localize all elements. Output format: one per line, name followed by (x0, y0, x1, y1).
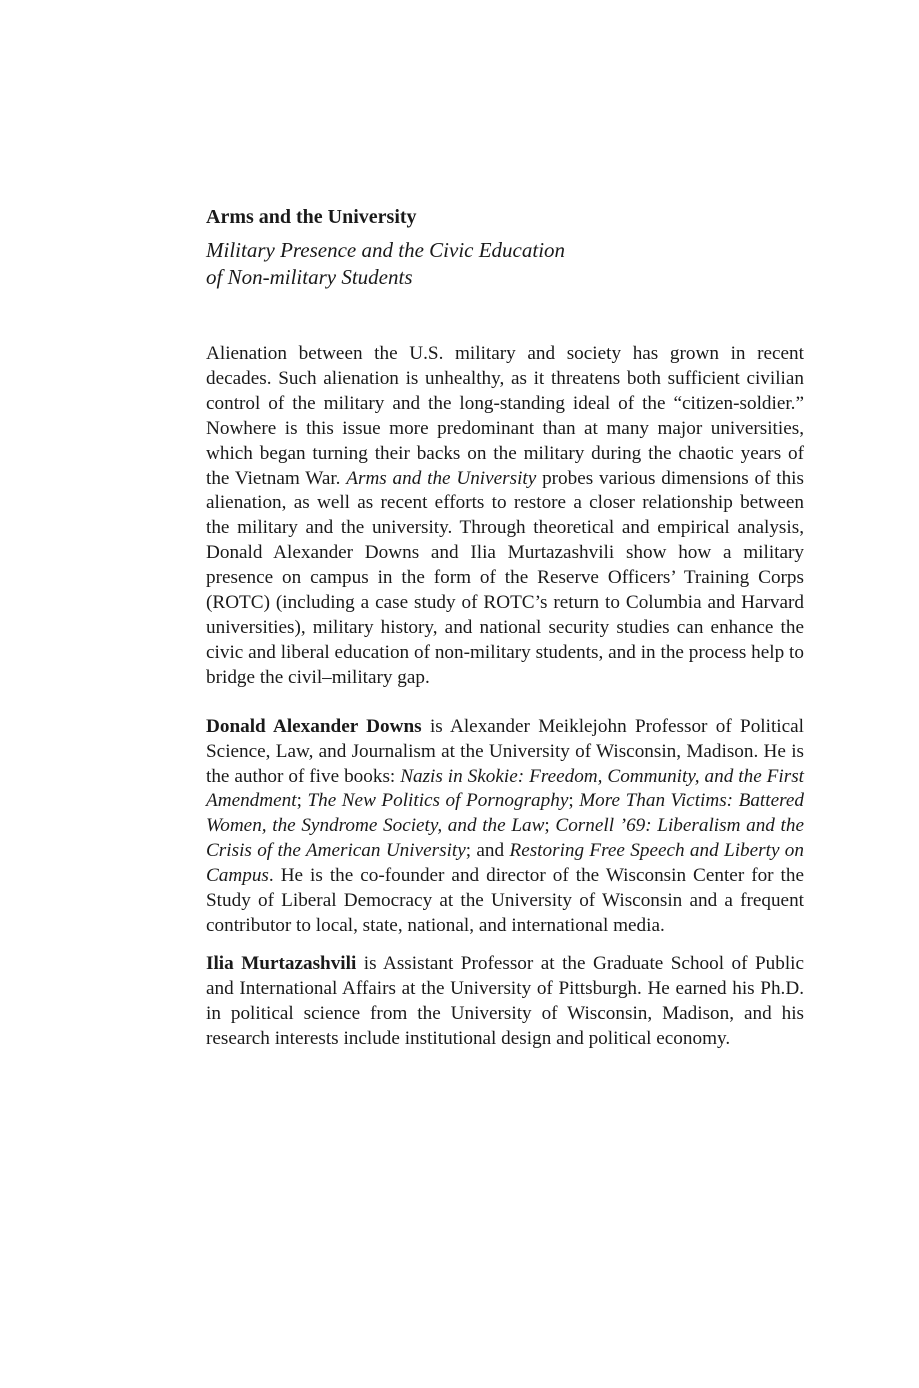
separator-3: ; (544, 815, 556, 837)
book-title-2: The New Politics of Pornography (307, 790, 569, 812)
book-title-1: Nazis in Skokie: Freedom, Community, and the First Amendment (206, 765, 804, 812)
book-title: Arms and the University (206, 206, 417, 228)
subtitle-line-1: Military Presence and the Civic Education (206, 238, 566, 262)
subtitle-line-2: of Non-military Students (206, 265, 413, 289)
book-title-4: Cornell ’69: Liberalism and the Crisis of the American University (206, 815, 804, 862)
description-text-2: probes various dimensions of this alienation, as well as recent efforts to restore a closer relationship between the military and the university. Through theoretical and empirical analysis, Donald Alexander Downs and Ilia Murtazashvili show how a military presence on campus in the form of the Reserve Officers’ Training Corps (ROTC) (including a case study of ROTC’s return to Columbia and Harvard universities), military history, and national security studies can enhance the civic and liberal education of non-military students, and in the process help to bridge the civil–military gap. (206, 467, 804, 688)
page-content (206, 204, 804, 1051)
book-subtitle (206, 237, 626, 291)
book-description (206, 342, 804, 691)
author-bio-murtazashvili (206, 952, 804, 1052)
author-bio-downs (206, 715, 804, 939)
author-name-downs: Donald Alexander Downs (206, 715, 422, 737)
separator-4: ; and (465, 840, 510, 862)
bio-text: is Assistant Professor at the Graduate School of Public and International Affairs at the University of Pittsburgh. He earned his Ph.D. in political science from the University of Wisconsin, Madison, and his research interests include institutional design and political economy. (206, 952, 805, 1049)
book-title-5: Restoring Free Speech and Liberty on Campus (206, 840, 804, 887)
description-book-title: Arms and the University (346, 467, 537, 489)
description-text-1: Alienation between the U.S. military and society has grown in recent decades. Such alienation is unhealthy, as it threatens both sufficient civilian control of the military and the long-standing ideal of the “citizen-soldier.” Nowhere is this issue more predominant than at many major universities, which began turning their backs on the military during the chaotic years of the Vietnam War. (206, 343, 804, 489)
bio-text-1: is Alexander Meiklejohn Professor of Political Science, Law, and Journalism at the University of Wisconsin, Madison. He is the author of five books: (206, 715, 804, 787)
separator-2: ; (568, 790, 580, 812)
author-name-murtazashvili: Ilia Murtazashvili (206, 952, 357, 974)
bio-text-2: . He is the co-founder and director of the Wisconsin Center for the Study of Liberal Democracy at the University of Wisconsin and a frequent contributor to local, state, national, and international media. (206, 865, 804, 936)
separator-1: ; (296, 790, 308, 812)
book-title-3: More Than Victims: Battered Women, the Syndrome Society, and the Law (206, 790, 804, 837)
